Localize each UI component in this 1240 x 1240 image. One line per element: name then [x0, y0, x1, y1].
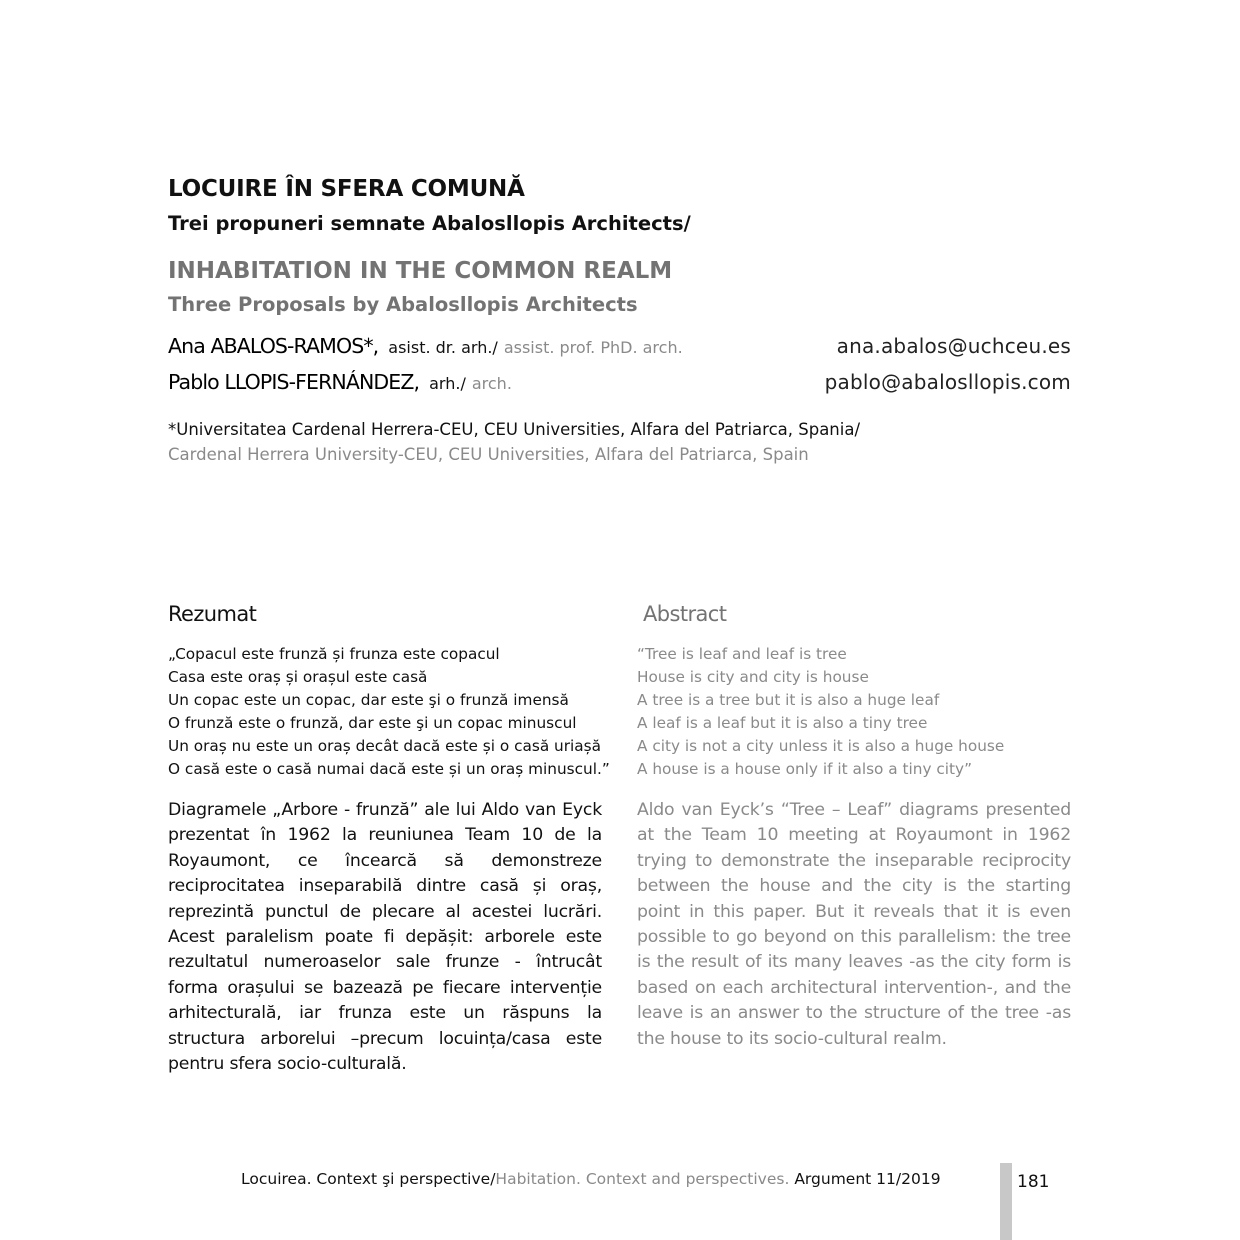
poem-line: A leaf is a leaf but it is also a tiny tree	[637, 714, 928, 732]
poem-line: A city is not a city unless it is also a huge house	[637, 737, 1005, 755]
abstract-body-ro: Diagramele „Arbore - frunză” ale lui Aldo van Eyck prezentat în 1962 la reuniunea Team 10 de la Royaumont, ce încearcă să demonstreze reciprocitatea inseparabilă dintre casă și oraș, reprezintă punctul de plecare al acestei lucrări. Acest paralelism poate fi depășit: arborele este rezultatul numeroaselor sale frunze - întrucât forma orașului se bazează pe fiecare intervenție arhitecturală, iar frunza este un răspuns la structura arborelui –precum locuința/casa este pentru sfera socio-culturală.	[168, 800, 602, 1075]
abstract-heading-en: Abstract	[643, 602, 727, 626]
poem-line: Un oraș nu este un oraș decât dacă este și o casă uriașă	[168, 737, 602, 755]
footer-issue: Argument 11/2019	[789, 1170, 941, 1188]
affiliation-ro: *Universitatea Cardenal Herrera-CEU, CEU Universities, Alfara del Patriarca, Spania/	[168, 420, 861, 439]
poem-line: O frunză este o frunză, dar este şi un copac minuscul	[168, 714, 577, 732]
affiliation-en: Cardenal Herrera University-CEU, CEU Universities, Alfara del Patriarca, Spain	[168, 445, 809, 464]
page-footer	[241, 1170, 941, 1188]
title-en: INHABITATION IN THE COMMON REALM	[168, 258, 673, 284]
page-number-bar	[1000, 1163, 1012, 1240]
author-name: Ana ABALOS-RAMOS*,	[168, 334, 379, 358]
poem-en	[637, 643, 1004, 781]
author-role-ro: asist. dr. arh./	[388, 338, 498, 357]
subtitle-ro: Trei propuneri semnate Abalosllopis Architects/	[168, 212, 691, 235]
abstract-heading-ro: Rezumat	[168, 602, 257, 626]
page-number: 181	[1017, 1172, 1050, 1192]
author-role-en: assist. prof. PhD. arch.	[503, 338, 683, 357]
author-email[interactable]: ana.abalos@uchceu.es	[836, 334, 1071, 358]
subtitle-en: Three Proposals by Abalosllopis Architects	[168, 293, 638, 316]
author-name: Pablo LLOPIS-FERNÁNDEZ,	[168, 370, 420, 394]
poem-line: “Tree is leaf and leaf is tree	[637, 645, 847, 663]
poem-line: O casă este o casă numai dacă este și un oraș minuscul.”	[168, 760, 610, 778]
footer-journal-en: Habitation. Context and perspectives.	[495, 1170, 790, 1188]
poem-line: House is city and city is house	[637, 668, 869, 686]
title-ro: LOCUIRE ÎN SFERA COMUNĂ	[168, 176, 525, 202]
author-role-ro: arh./	[429, 374, 466, 393]
poem-line: Un copac este un copac, dar este şi o frunză imensă	[168, 691, 569, 709]
poem-line: Casa este oraș și orașul este casă	[168, 668, 428, 686]
footer-journal-ro: Locuirea. Context şi perspective/	[241, 1170, 496, 1188]
author-row-1	[168, 334, 1071, 358]
poem-ro	[168, 643, 610, 781]
author-email[interactable]: pablo@abalosllopis.com	[824, 370, 1071, 394]
poem-line: A tree is a tree but it is also a huge leaf	[637, 691, 940, 709]
author-row-2	[168, 370, 1071, 394]
poem-line: A house is a house only if it also a tiny city”	[637, 760, 973, 778]
abstract-body-en: Aldo van Eyck’s “Tree – Leaf” diagrams presented at the Team 10 meeting at Royaumont in 1962 trying to demonstrate the inseparable reciprocity between the house and the city is the starting point in this paper. But it reveals that it is even possible to go beyond on this parallelism: the tree is the result of its many leaves -as the city form is based on each architectural intervention-, and the leave is an answer to the structure of the tree -as the house to its socio-cultural realm.	[637, 800, 1071, 1049]
poem-line: „Copacul este frunză și frunza este copacul	[168, 645, 500, 663]
author-role-en: arch.	[471, 374, 512, 393]
